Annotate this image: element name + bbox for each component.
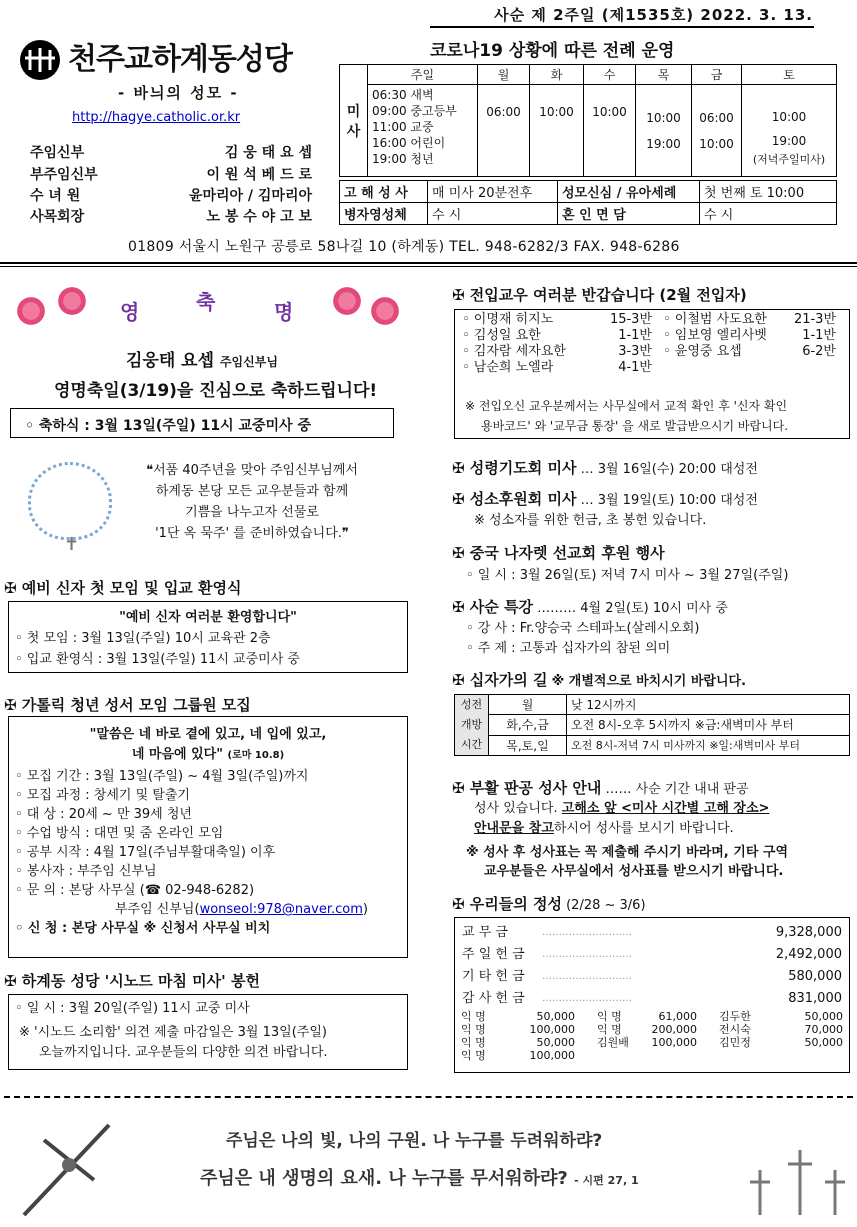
staff-row: 수 녀 원 윤마리아 / 김마리아 — [30, 188, 312, 204]
parish-name: 천주교하계동성당 — [68, 42, 292, 77]
mass-schedule-table: 미사 주일 월 화 수 목 금 토 06:30 새벽 09:00 중고등부 11:00 교중 16:00 어린이 19:00 청년 06:00 10:00 10:00 10:00 19:00 06:00 10:00 10:00 19:00 (저녁주일미사) — [339, 64, 837, 177]
staff-row: 사목회장 노 봉 수 야 고 보 — [30, 209, 312, 225]
synod-title: ✠ 하계동 성당 '시노드 마침 미사' 봉헌 — [4, 972, 260, 990]
catechumen-box: "예비 신자 여러분 환영합니다" ◦ 첫 모임 : 3월 13일(주일) 10시 교육관 2층 ◦ 입교 환영식 : 3월 13일(주일) 11시 교중미사 중 — [8, 601, 408, 673]
rosary-icon — [28, 462, 112, 540]
transfer-table: ◦ 이명재 히지노 15-3반 ◦ 이철범 사도요한 21-3반 ◦ 김성일 요한 1-1반 ◦ 임보영 엘리사벳 1-1반 ◦ 김자람 세자요한 3-3반 ◦ 윤영중 요셉 6-2반 ◦ 남순희 노엘라 4-1반 — [462, 312, 836, 375]
donor-table: 익 명 50,000 익 명 61,000 김두한 50,000 익 명 100,000 익 명 200,000 전시숙 70,000 익 명 50,000 김원배 100,000 김민정 50,000 익 명 100,000 — [461, 1010, 843, 1062]
youth-box: "말씀은 네 바로 곁에 있고, 네 입에 있고, 네 마음에 있다" (로마 10.8) ◦ 모집 기간 : 3월 13일(주일) ~ 4월 3일(주일)까지 ◦ 모집 과정 : 창세기 및 탈출기 ◦ 대 상 : 20세 ~ 만 39세 청년 ◦ 수업 방식 : 대면 및 줌 온라인 모임 ◦ 공부 시작 : 4월 17일(주님부활대축일) 이후 ◦ 봉사자 : 부주임 신부님 ◦ 문 의 : 본당 사무실 (☎ 02-948-6282) 부주임 신부님(wonseol:978@naver.com) ◦ 신 청 : 본당 사무실 ※ 신청서 사무실 비치 — [8, 716, 408, 958]
divider — [0, 262, 857, 264]
cross-table: 성전 개방 시간 월 낮 12시까지 화,수,금 오전 8시-오후 5시까지 ※금:새벽미사 부터 목,토,일 오전 8시-저녁 7시 미사까지 ※일:새벽미사 부터 — [454, 694, 850, 756]
easter-text: 성사 있습니다. 고해소 앞 <미사 시간별 고해 장소> — [474, 801, 770, 816]
covid-title: 코로나19 상황에 따른 전례 운영 — [430, 41, 675, 61]
parish-logo-icon — [20, 40, 60, 80]
feast-priest: 김웅태 요셉 주임신부님 — [126, 351, 278, 371]
patron-mass: ✠ 성소후원회 미사 … 3월 19일(토) 10:00 대성전 — [452, 490, 758, 508]
divider — [0, 266, 857, 267]
rose-icon — [55, 286, 89, 316]
parish-patron: - 바늬의 성모 - — [118, 84, 239, 102]
cross-icon: ✝ — [64, 534, 80, 555]
catechumen-title: ✠ 예비 신자 첫 모임 및 입교 환영식 — [4, 579, 242, 597]
cross-title: ✠ 십자가의 길 ※ 개별적으로 바치시기 바랍니다. — [452, 671, 747, 689]
lent-title: ✠ 사순 특강 ……… 4월 2일(토) 10시 미사 중 — [452, 598, 728, 616]
feast-event-box: ◦ 축하식 : 3월 13일(주일) 11시 교중미사 중 — [10, 408, 394, 438]
jesus-cross-icon — [14, 1120, 124, 1220]
transfer-title: ✠ 전입교우 여러분 반갑습니다 (2월 전입자) — [452, 286, 747, 304]
parish-address: 01809 서울시 노원구 공릉로 58나길 10 (하계동) TEL. 948-6282/3 FAX. 948-6286 — [128, 239, 680, 255]
easter-note: 교우분들은 사무실에서 성사표를 받으시기 바랍니다. — [484, 864, 784, 879]
offering-table: 교 무 금 ……………………… 9,328,000 주 일 헌 금 ……………………… 2,492,000 기 타 헌 금 ……………………… 580,000 감 사 헌 금 ……………………… 831,000 — [462, 925, 842, 1006]
youth-title: ✠ 가톨릭 청년 성서 모임 그룹원 모집 — [4, 696, 251, 714]
crosses-hill-icon — [740, 1130, 850, 1220]
staff-row: 주임신부 김 웅 태 요 셉 — [30, 145, 312, 161]
issue-info: 사순 제 2주일 (제1535호) 2022. 3. 13. — [494, 6, 813, 24]
sacrament-table: 고 해 성 사 매 미사 20분전후 성모신심 / 유아세례 첫 번째 토 10:00 병자영성체 수 시 혼 인 면 담 수 시 — [339, 180, 837, 225]
synod-box: ◦ 일 시 : 3월 20일(주일) 11시 교중 미사 ※ '시노드 소리함' 의견 제출 마감일은 3월 13일(주일) 오늘까지입니다. 교우분들의 다양한 의견 바랍니다. — [8, 994, 408, 1070]
easter-note: ※ 성사 후 성사표는 꼭 제출해 주시기 바라며, 기타 구역 — [466, 845, 789, 860]
offering-title: ✠ 우리들의 정성 (2/28 ~ 3/6) — [452, 895, 646, 913]
transfer-box: ◦ 이명재 히지노 15-3반 ◦ 이철범 사도요한 21-3반 ◦ 김성일 요한 1-1반 ◦ 임보영 엘리사벳 1-1반 ◦ 김자람 세자요한 3-3반 ◦ 윤영중 요셉 6-2반 ◦ 남순희 노엘라 4-1반 ※ 전입오신 교우분께서는 사무실에서 교적 확인 후 '신자 확인 용바코드' 와 '교무금 통장' 을 새로 발급받으시기 바랍니다. — [454, 309, 850, 439]
feast-greeting: 영명축일(3/19)을 진심으로 축하드립니다! — [54, 381, 378, 401]
staff-row: 부주임신부 이 원 석 베 드 로 — [30, 167, 312, 183]
feast-quote: ❝서품 40주년을 맞아 주임신부님께서 하계동 본당 모든 교우분들과 함께 기쁨을 나누고자 선물로 '1단 옥 묵주' 를 준비하였습니다.❞ — [146, 463, 358, 541]
easter-title: ✠ 부활 판공 성사 안내 …… 사순 기간 내내 판공 — [452, 779, 749, 797]
footer-verse-1: 주님은 나의 빛, 나의 구원. 나 누구를 두려워하랴? — [226, 1131, 603, 1151]
divider — [430, 26, 814, 28]
easter-text: 안내문을 참고하시어 성사를 보시기 바랍니다. — [474, 821, 734, 836]
rose-icon — [330, 286, 364, 316]
parish-url-link[interactable]: http://hagye.catholic.or.kr — [72, 110, 241, 125]
patron-note: ※ 성소자를 위한 헌금, 초 봉헌 있습니다. — [474, 513, 707, 528]
china-item: ◦ 일 시 : 3월 26일(토) 저녁 7시 미사 ~ 3월 27일(주일) — [466, 568, 789, 583]
feast-char: 영 — [120, 300, 140, 324]
email-link[interactable]: wonseol:978@naver.com — [199, 902, 363, 917]
footer-verse-2: 주님은 내 생명의 요새. 나 누구를 무서워하랴? - 시편 27, 1 — [200, 1168, 639, 1189]
china-title: ✠ 중국 나자렛 선교회 후원 행사 — [452, 544, 665, 562]
divider — [4, 1096, 853, 1098]
mass-label: 미사 — [340, 65, 368, 177]
offering-box — [454, 917, 850, 1073]
lent-item: ◦ 강 사 : Fr.양승국 스테파노(살레시오회) — [466, 621, 700, 636]
spirit-mass: ✠ 성령기도회 미사 … 3월 16일(수) 20:00 대성전 — [452, 459, 758, 477]
rose-icon — [368, 296, 402, 326]
rose-icon — [14, 296, 48, 326]
feast-char: 축 — [196, 290, 216, 314]
feast-char: 명 — [274, 300, 294, 324]
lent-item: ◦ 주 제 : 고통과 십자가의 참된 의미 — [466, 641, 671, 656]
